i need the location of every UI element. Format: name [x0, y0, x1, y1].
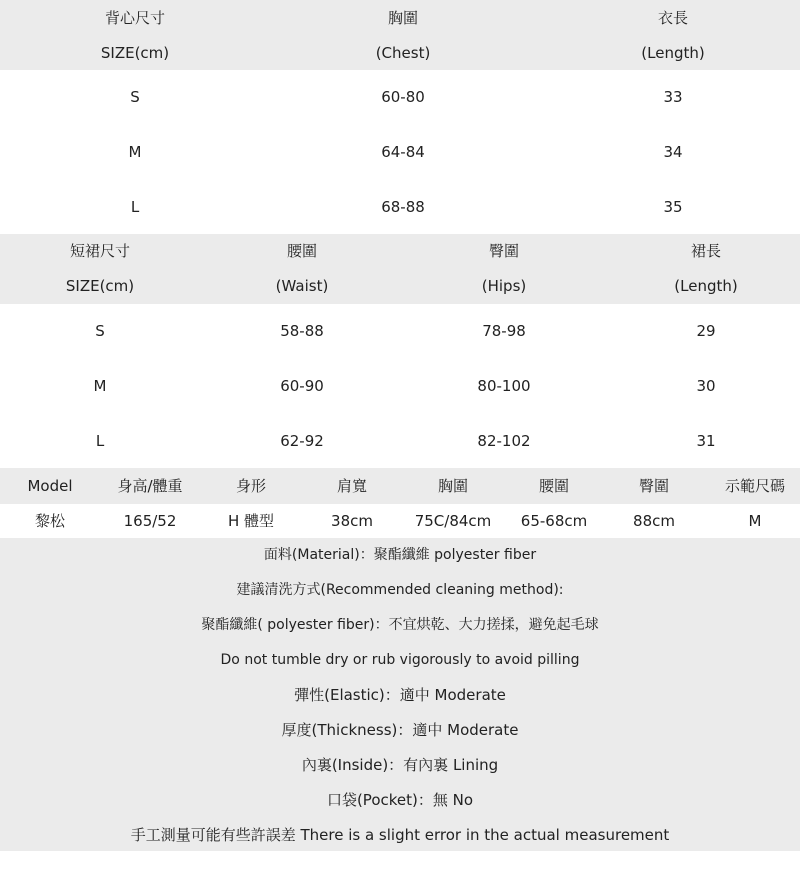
- vest-header-chest: 胸圍: [387, 9, 419, 27]
- skirt-header-hips: 臀圍: [488, 242, 520, 260]
- model-header-chest: 胸圍: [437, 477, 469, 495]
- measurement-error-note: 手工測量可能有些許誤差 There is a slight error in the actual measurement: [130, 826, 670, 844]
- vest-size-cell: M: [128, 143, 142, 161]
- vest-length-cell: 35: [663, 198, 683, 216]
- skirt-hips-cell: 78-98: [482, 322, 526, 340]
- table-row: [0, 504, 800, 538]
- product-notes: [0, 538, 800, 851]
- skirt-hips-cell: 82-102: [477, 432, 531, 450]
- skirt-table-header: [0, 234, 800, 304]
- model-size-cell: M: [748, 512, 762, 530]
- vest-size-cell: S: [130, 88, 140, 106]
- model-header-hips: 臀圍: [638, 477, 670, 495]
- cleaning-note-en: Do not tumble dry or rub vigorously to avoid pilling: [220, 652, 580, 668]
- elastic-note: 彈性(Elastic)：適中 Moderate: [294, 686, 506, 704]
- table-row: [0, 125, 800, 180]
- skirt-size-cell: M: [93, 377, 107, 395]
- vest-chest-cell: 60-80: [381, 88, 425, 106]
- vest-chest-cell: 64-84: [381, 143, 425, 161]
- cleaning-title: 建議清洗方式(Recommended cleaning method):: [236, 582, 564, 598]
- skirt-waist-cell: 60-90: [280, 377, 324, 395]
- skirt-length-cell: 31: [696, 432, 716, 450]
- skirt-length-cell: 29: [696, 322, 716, 340]
- vest-table-body: [0, 70, 800, 234]
- table-row: [0, 180, 800, 235]
- model-header-size: 示範尺碼: [724, 477, 786, 495]
- skirt-size-table: [0, 234, 800, 468]
- table-row: [0, 414, 800, 469]
- model-body-type-cell: H 體型: [227, 512, 275, 530]
- vest-size-cell: L: [130, 198, 140, 216]
- skirt-hips-cell: 80-100: [477, 377, 531, 395]
- table-row: [0, 70, 800, 125]
- skirt-length-cell: 30: [696, 377, 716, 395]
- vest-header-zh-row: [0, 0, 800, 36]
- skirt-header-length: 裙長: [690, 242, 722, 260]
- skirt-header-size: 短裙尺寸: [69, 242, 131, 260]
- table-row: [0, 304, 800, 359]
- table-row: [0, 359, 800, 414]
- model-table-header: [0, 468, 800, 504]
- model-header-waist: 腰圍: [538, 477, 570, 495]
- pocket-note: 口袋(Pocket)：無 No: [326, 791, 474, 809]
- skirt-table-body: [0, 304, 800, 468]
- model-header-body-type: 身形: [235, 477, 267, 495]
- model-chest-cell: 75C/84cm: [414, 512, 492, 530]
- vest-chest-cell: 68-88: [381, 198, 425, 216]
- vest-header-size-en: SIZE(cm): [100, 44, 170, 62]
- model-info-table: [0, 468, 800, 538]
- vest-header-length-en: (Length): [641, 44, 705, 62]
- model-height-weight-cell: 165/52: [123, 512, 177, 530]
- vest-header-size: 背心尺寸: [104, 9, 166, 27]
- skirt-header-length-en: (Length): [674, 277, 738, 295]
- skirt-waist-cell: 62-92: [280, 432, 324, 450]
- skirt-header-size-en: SIZE(cm): [65, 277, 135, 295]
- material-note: 面料(Material)：聚酯纖維 polyester fiber: [263, 547, 537, 563]
- model-shoulder-cell: 38cm: [331, 512, 373, 530]
- skirt-size-cell: L: [95, 432, 105, 450]
- inside-note: 內裏(Inside)：有內裏 Lining: [301, 756, 499, 774]
- vest-table-header: [0, 0, 800, 70]
- vest-size-table: [0, 0, 800, 234]
- skirt-size-cell: S: [95, 322, 105, 340]
- model-header-shoulder: 肩寬: [336, 477, 368, 495]
- model-hips-cell: 88cm: [633, 512, 675, 530]
- vest-header-length: 衣長: [657, 9, 689, 27]
- skirt-header-en-row: [0, 269, 800, 304]
- model-waist-cell: 65-68cm: [520, 512, 588, 530]
- skirt-waist-cell: 58-88: [280, 322, 324, 340]
- model-name-cell: 黎松: [34, 512, 66, 530]
- thickness-note: 厚度(Thickness)：適中 Moderate: [281, 721, 519, 739]
- model-header-height-weight: 身高/體重: [117, 477, 183, 495]
- skirt-header-waist-en: (Waist): [275, 277, 329, 295]
- model-header-name: Model: [27, 477, 73, 495]
- skirt-header-hips-en: (Hips): [481, 277, 527, 295]
- cleaning-note-zh: 聚酯纖維( polyester fiber)：不宜烘乾、大力搓揉，避免起毛球: [201, 617, 599, 633]
- vest-length-cell: 33: [663, 88, 683, 106]
- skirt-header-zh-row: [0, 234, 800, 269]
- vest-length-cell: 34: [663, 143, 683, 161]
- skirt-header-waist: 腰圍: [286, 242, 318, 260]
- vest-header-chest-en: (Chest): [375, 44, 431, 62]
- vest-header-en-row: [0, 36, 800, 70]
